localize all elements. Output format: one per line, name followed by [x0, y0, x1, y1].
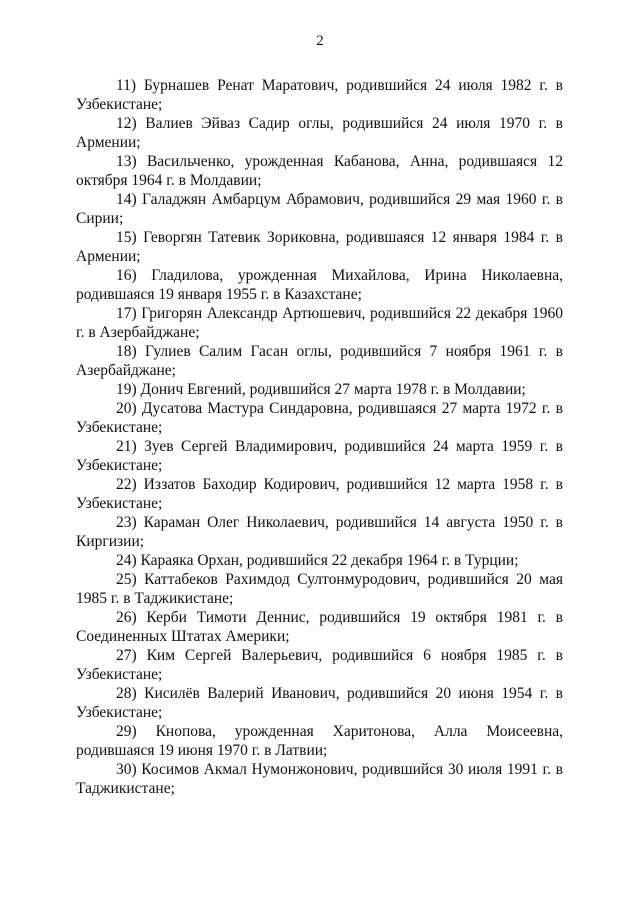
list-item: 25) Каттабеков Рахимдод Султонмуродович, родившийся 20 мая 1985 г. в Таджикистане;: [76, 571, 563, 607]
list-item: 16) Гладилова, урожденная Михайлова, Ирина Николаевна, родившаяся 19 января 1955 г. в Казахстане;: [76, 267, 563, 303]
list-item: 19) Донич Евгений, родившийся 27 марта 1978 г. в Молдавии;: [116, 381, 526, 398]
list-item: 24) Караяка Орхан, родившийся 22 декабря 1964 г. в Турции;: [116, 552, 519, 569]
list-item: 23) Караман Олег Николаевич, родившийся 14 августа 1950 г. в Киргизии;: [76, 514, 563, 550]
list-item: 13) Васильченко, урожденная Кабанова, Анна, родившаяся 12 октября 1964 г. в Молдавии;: [76, 153, 563, 189]
list-item: 11) Бурнашев Ренат Маратович, родившийся 24 июля 1982 г. в Узбекистане;: [76, 77, 563, 113]
list-item: 14) Галаджян Амбарцум Абрамович, родившийся 29 мая 1960 г. в Сирии;: [76, 191, 563, 227]
page-number: 2: [316, 33, 324, 49]
list-item: 26) Керби Тимоти Деннис, родившийся 19 октября 1981 г. в Соединенных Штатах Америки;: [76, 609, 563, 645]
list-item: 18) Гулиев Салим Гасан оглы, родившийся 7 ноября 1961 г. в Азербайджане;: [76, 343, 563, 379]
list-item: 15) Геворгян Татевик Зориковна, родившаяся 12 января 1984 г. в Армении;: [76, 229, 563, 265]
list-item: 17) Григорян Александр Артюшевич, родившийся 22 декабря 1960 г. в Азербайджане;: [76, 305, 563, 341]
list-item: 12) Валиев Эйваз Садир оглы, родившийся 24 июля 1970 г. в Армении;: [76, 115, 563, 151]
entries-list: [76, 76, 563, 798]
list-item: 22) Иззатов Баходир Кодирович, родившийся 12 марта 1958 г. в Узбекистане;: [76, 476, 563, 512]
list-item: 30) Косимов Акмал Нумонжонович, родившийся 30 июля 1991 г. в Таджикистане;: [76, 761, 563, 797]
list-item: 20) Дусатова Мастура Синдаровна, родившаяся 27 марта 1972 г. в Узбекистане;: [76, 400, 563, 436]
list-item: 28) Кисилёв Валерий Иванович, родившийся 20 июня 1954 г. в Узбекистане;: [76, 685, 563, 721]
list-item: 27) Ким Сергей Валерьевич, родившийся 6 ноября 1985 г. в Узбекистане;: [76, 647, 563, 683]
list-item: 21) Зуев Сергей Владимирович, родившийся 24 марта 1959 г. в Узбекистане;: [76, 438, 563, 474]
list-item: 29) Кнопова, урожденная Харитонова, Алла Моисеевна, родившаяся 19 июня 1970 г. в Латвии;: [76, 723, 563, 759]
